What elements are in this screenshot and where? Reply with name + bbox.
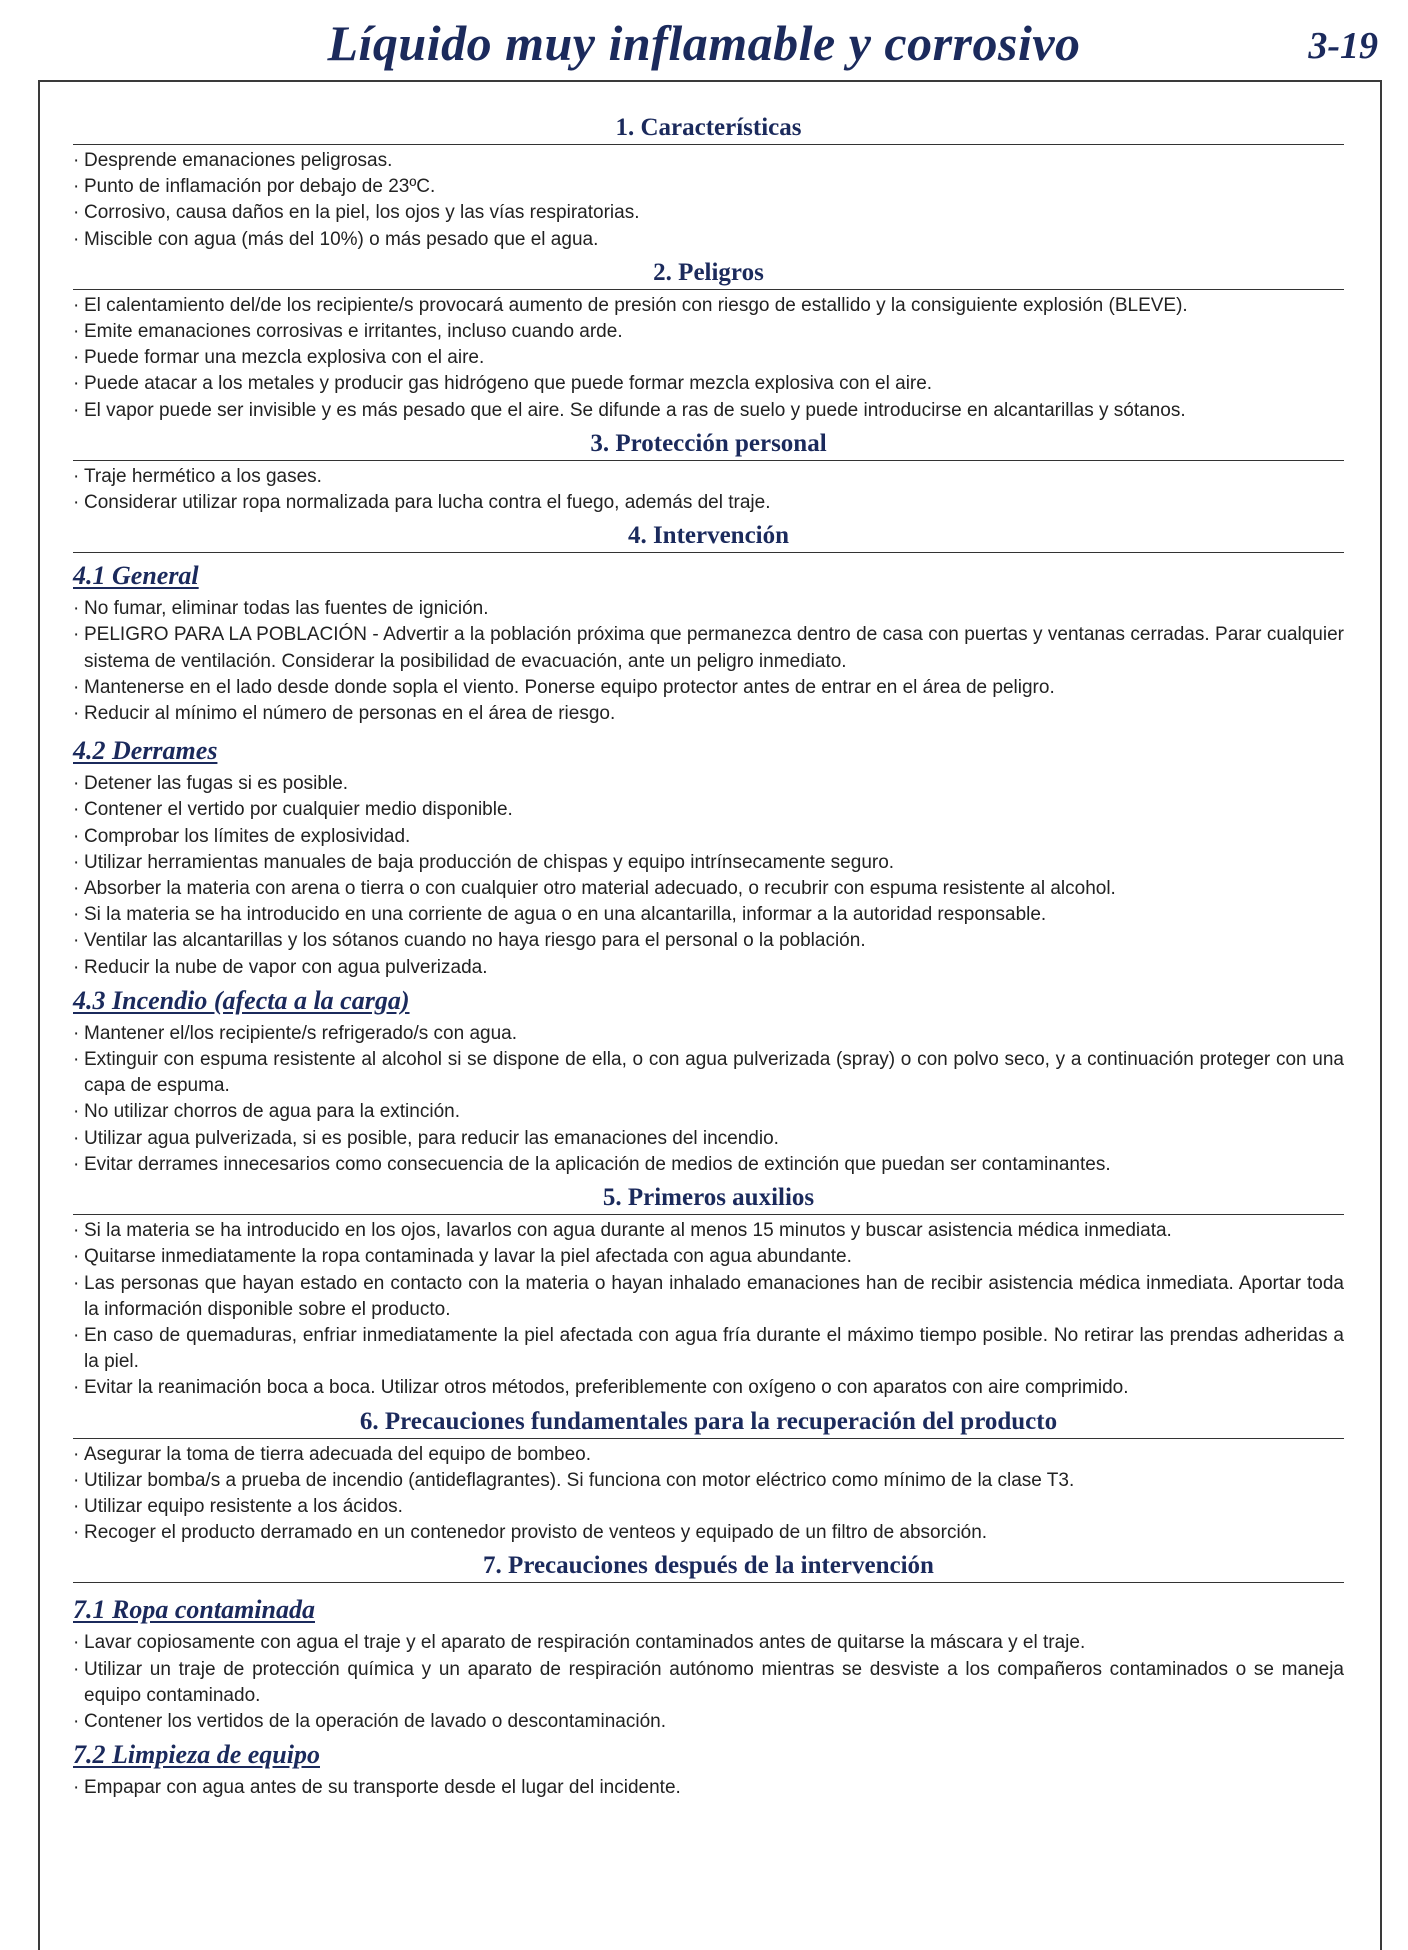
list-item: · Considerar utilizar ropa normalizada para lucha contra el fuego, además del traje.	[73, 490, 1344, 516]
list-item: · No utilizar chorros de agua para la extinción.	[73, 1099, 1344, 1125]
item-list	[73, 1021, 1344, 1178]
section-peligros	[73, 257, 1344, 424]
section-title: 7. Precauciones después de la intervención	[73, 1550, 1344, 1583]
section-caracteristicas	[73, 112, 1344, 253]
list-item: · Punto de inflamación por debajo de 23ºC.	[73, 174, 1344, 200]
item-list	[73, 1442, 1344, 1547]
section-precauciones-recuperacion	[73, 1406, 1344, 1547]
list-item: · Detener las fugas si es posible.	[73, 771, 1344, 797]
item-list	[73, 771, 1344, 981]
section-title: 1. Características	[73, 112, 1344, 145]
list-item: · Mantenerse en el lado desde donde sopla el viento. Ponerse equipo protector antes de entrar en el área de peligro.	[73, 675, 1344, 701]
list-item: · Empapar con agua antes de su transporte desde el lugar del incidente.	[73, 1775, 1344, 1801]
subsection-title-general: 4.1 General	[73, 561, 199, 591]
list-item: · Contener los vertidos de la operación de lavado o descontaminación.	[73, 1709, 1344, 1735]
item-list	[73, 1630, 1344, 1735]
subsection-title-limpieza-equipo: 7.2 Limpieza de equipo	[73, 1740, 320, 1770]
list-item: · Corrosivo, causa daños en la piel, los ojos y las vías respiratorias.	[73, 200, 1344, 226]
subsection-title-incendio: 4.3 Incendio (afecta a la carga)	[73, 985, 410, 1015]
list-item: · El vapor puede ser invisible y es más pesado que el aire. Se difunde a ras de suelo y puede introducirse en alcantarillas y sótanos.	[73, 398, 1344, 424]
list-item: · En caso de quemaduras, enfriar inmediatamente la piel afectada con agua fría durante el máximo tiempo posible. No retirar las prendas adheridas a la piel.	[73, 1323, 1344, 1375]
list-item: · Si la materia se ha introducido en los ojos, lavarlos con agua durante al menos 15 minutos y buscar asistencia médica inmediata.	[73, 1218, 1344, 1244]
list-item: · Miscible con agua (más del 10%) o más pesado que el agua.	[73, 227, 1344, 253]
list-item: · Evitar la reanimación boca a boca. Utilizar otros métodos, preferiblemente con oxígeno o con aparatos con aire comprimido.	[73, 1375, 1344, 1401]
list-item: · Reducir la nube de vapor con agua pulverizada.	[73, 955, 1344, 981]
page-header	[0, 0, 1408, 80]
list-item: · Lavar copiosamente con agua el traje y el aparato de respiración contaminados antes de quitarse la máscara y el traje.	[73, 1630, 1344, 1656]
list-item: · Utilizar agua pulverizada, si es posible, para reducir las emanaciones del incendio.	[73, 1126, 1344, 1152]
section-title: 5. Primeros auxilios	[73, 1182, 1344, 1215]
page-number: 3-19	[1308, 25, 1378, 67]
list-item: · Si la materia se ha introducido en una corriente de agua o en una alcantarilla, informar a la autoridad responsable.	[73, 902, 1344, 928]
list-item: · Las personas que hayan estado en contacto con la materia o hayan inhalado emanaciones han de recibir asistencia médica inmediata. Aportar toda la información disponible sobre el producto.	[73, 1271, 1344, 1323]
list-item: · Desprende emanaciones peligrosas.	[73, 148, 1344, 174]
subsection-title-ropa-contaminada: 7.1 Ropa contaminada	[73, 1595, 315, 1625]
list-item: · PELIGRO PARA LA POBLACIÓN - Advertir a la población próxima que permanezca dentro de casa con puertas y ventanas cerradas. Parar cualquier sistema de ventilación. Considerar la posibilidad de evacuación, ante un peligro inmediato.	[73, 622, 1344, 674]
list-item: · Traje hermético a los gases.	[73, 464, 1344, 490]
item-list	[73, 464, 1344, 516]
list-item: · Mantener el/los recipiente/s refrigerado/s con agua.	[73, 1021, 1344, 1047]
list-item: · Utilizar herramientas manuales de baja producción de chispas y equipo intrínsecamente seguro.	[73, 850, 1344, 876]
item-list	[73, 1775, 1344, 1801]
list-item: · Comprobar los límites de explosividad.	[73, 824, 1344, 850]
list-item: · Asegurar la toma de tierra adecuada del equipo de bombeo.	[73, 1442, 1344, 1468]
list-item: · Evitar derrames innecesarios como consecuencia de la aplicación de medios de extinción que puedan ser contaminantes.	[73, 1152, 1344, 1178]
content-box	[38, 80, 1382, 1950]
list-item: · Puede atacar a los metales y producir gas hidrógeno que puede formar mezcla explosiva con el aire.	[73, 371, 1344, 397]
section-precauciones-despues	[73, 1550, 1344, 1801]
item-list	[73, 596, 1344, 727]
list-item: · Puede formar una mezcla explosiva con el aire.	[73, 345, 1344, 371]
section-primeros-auxilios	[73, 1182, 1344, 1401]
section-title: 6. Precauciones fundamentales para la recuperación del producto	[73, 1406, 1344, 1439]
list-item: · Utilizar un traje de protección química y un aparato de respiración autónomo mientras se desviste a los compañeros contaminados o se maneja equipo contaminado.	[73, 1657, 1344, 1709]
section-title: 2. Peligros	[73, 257, 1344, 290]
page-title: Líquido muy inflamable y corrosivo	[327, 15, 1081, 71]
section-title: 3. Protección personal	[73, 428, 1344, 461]
list-item: · Utilizar bomba/s a prueba de incendio (antideflagrantes). Si funciona con motor eléctrico como mínimo de la clase T3.	[73, 1468, 1344, 1494]
list-item: · Emite emanaciones corrosivas e irritantes, incluso cuando arde.	[73, 319, 1344, 345]
item-list	[73, 1218, 1344, 1401]
section-proteccion-personal	[73, 428, 1344, 516]
list-item: · El calentamiento del/de los recipiente/s provocará aumento de presión con riesgo de estallido y la consiguiente explosión (BLEVE).	[73, 293, 1344, 319]
item-list	[73, 293, 1344, 424]
list-item: · Extinguir con espuma resistente al alcohol si se dispone de ella, o con agua pulverizada (spray) o con polvo seco, y a continuación proteger con una capa de espuma.	[73, 1047, 1344, 1099]
section-title: 4. Intervención	[73, 520, 1344, 553]
list-item: · Quitarse inmediatamente la ropa contaminada y lavar la piel afectada con agua abundante.	[73, 1244, 1344, 1270]
list-item: · Reducir al mínimo el número de personas en el área de riesgo.	[73, 701, 1344, 727]
section-intervencion	[73, 520, 1344, 1178]
list-item: · Ventilar las alcantarillas y los sótanos cuando no haya riesgo para el personal o la población.	[73, 928, 1344, 954]
list-item: · No fumar, eliminar todas las fuentes de ignición.	[73, 596, 1344, 622]
list-item: · Utilizar equipo resistente a los ácidos.	[73, 1494, 1344, 1520]
list-item: · Contener el vertido por cualquier medio disponible.	[73, 797, 1344, 823]
subsection-title-derrames: 4.2 Derrames	[73, 736, 218, 766]
item-list	[73, 148, 1344, 253]
list-item: · Absorber la materia con arena o tierra o con cualquier otro material adecuado, o recubrir con espuma resistente al alcohol.	[73, 876, 1344, 902]
list-item: · Recoger el producto derramado en un contenedor provisto de venteos y equipado de un filtro de absorción.	[73, 1520, 1344, 1546]
